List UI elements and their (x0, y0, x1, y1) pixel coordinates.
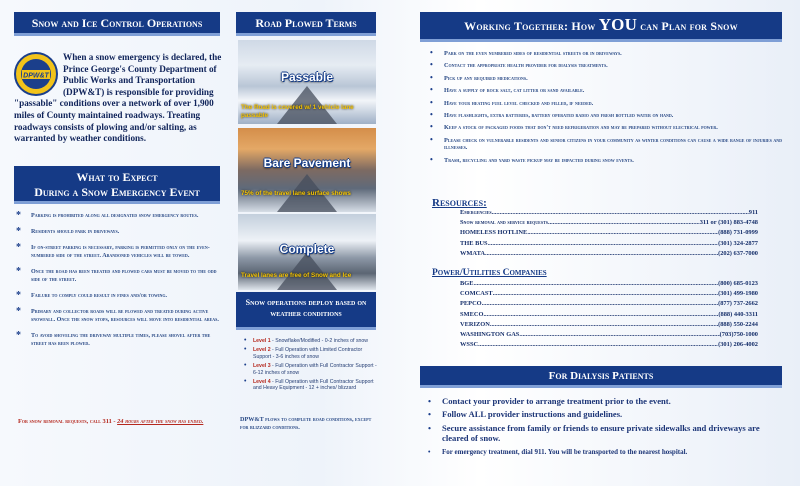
list-item: • Follow ALL provider instructions and guidelines. (428, 409, 788, 419)
list-item: WSSC ..... (301) 206-4002 (460, 340, 758, 350)
dialysis-patients-header: For Dialysis Patients (420, 366, 782, 388)
list-item: * If on-street parking is necessary, parking is permitted only on the even-numbered side of the street. Abandoned vehicles will be towed. (16, 244, 222, 260)
list-item: • Have a supply of rock salt, cat litter or sand available. (430, 87, 790, 95)
list-item: • Level 3 - Full Operation with Full Contractor Support - 6-12 inches of snow (244, 363, 378, 376)
list-item: * Failure to comply could result in fines and/or towing. (16, 292, 222, 300)
list-item: * Primary and collector roads will be plowed and treated during active snowfall. Once the snow stops, resources will move into residential areas. (16, 308, 222, 324)
snow-ice-operations-header: Snow and Ice Control Operations (14, 12, 220, 36)
list-item: VERIZON ..... (888) 550-2244 (460, 320, 758, 330)
road-plowed-terms-header: Road Plowed Terms (236, 12, 376, 36)
list-item: • Secure assistance from family or friends to ensure private sidewalks and driveways are cleared of snow. (428, 423, 788, 444)
svg-text:DPW&T: DPW&T (23, 72, 49, 80)
term-name: Bare Pavement (263, 156, 351, 170)
list-item: • Please check on vulnerable residents and senior citizens in your community as winter conditions can cause a wide range of injuries and illnesses. (430, 137, 790, 152)
list-item: • Park on the even numbered sides of residential streets or in driveways. (430, 50, 790, 58)
list-item: • Trash, recycling and yard waste pickup may be impacted during snow events. (430, 157, 790, 165)
term-complete-panel (238, 214, 376, 290)
list-item: WASHINGTON GAS ..... (703)750-1000 (460, 330, 758, 340)
list-item: * Parking is prohibited along all designated snow emergency routes. (16, 212, 222, 220)
term-description: Travel lanes are free of Snow and Ice (241, 272, 352, 279)
list-item: • Contact the appropriate health provider for dialysis treatments. (430, 62, 790, 70)
power-utilities-list (460, 279, 758, 350)
list-item: • Have your heating fuel level checked and filled, if needed. (430, 100, 790, 108)
plow-conditions-note: DPW&T plows to complete road conditions, except for blizzard conditions. (240, 416, 372, 431)
operation-levels-list (244, 338, 378, 395)
term-bare-pavement-panel (238, 128, 376, 212)
planning-tips-list (430, 50, 790, 169)
list-item: • Level 2 - Full Operation with Limited Contractor Support - 3-6 inches of snow (244, 347, 378, 360)
road-image-icon (277, 252, 337, 290)
list-item: WMATA ..... (202) 637-7000 (460, 249, 758, 259)
snow-operations-header: Snow operations deploy based on weather conditions (236, 292, 376, 330)
what-to-expect-header: What to Expect During a Snow Emergency Event (14, 166, 220, 204)
term-name: Complete (279, 242, 335, 256)
power-utilities-title: Power/Utilities Companies (432, 268, 547, 278)
snow-removal-call-note: For snow removal requests, call 311 - 24 hours after the snow has ended. (18, 418, 204, 425)
list-item: • Level 4 - Full Operation with Full Contractor Support and Heavy Equipment - 12 + inches/ blizzard (244, 379, 378, 392)
list-item: • Keep a stock of packaged foods that don't need refrigeration and may be prepared without electrical power. (430, 124, 790, 132)
list-item: * To avoid shoveling the driveway multiple times, please shovel after the street has been plowed. (16, 332, 222, 348)
expect-list (16, 212, 222, 356)
intro-paragraph (14, 52, 224, 145)
list-item: • Contact your provider to arrange treatment prior to the event. (428, 396, 788, 406)
term-passable-panel (238, 40, 376, 124)
list-item: THE BUS ..... (301) 324-2877 (460, 239, 758, 249)
list-item: SMECO ..... (888) 440-3311 (460, 310, 758, 320)
dialysis-list (428, 396, 788, 460)
list-item: COMCAST ..... (301) 499-1980 (460, 289, 758, 299)
list-item: • For emergency treatment, dial 911. You will be transported to the nearest hospital. (428, 447, 788, 457)
term-description: 75% of the travel lane surface shows (241, 190, 351, 197)
plan-for-snow-header: Working Together: How YOU can Plan for Snow (420, 12, 782, 42)
list-item: • Level 1 - Snowflake/Modified - 0-2 inches of snow (244, 338, 378, 344)
term-name: Passable (280, 70, 334, 84)
term-description: The Road is covered w/ 1 vehicle lane passable (241, 104, 354, 119)
list-item: BGE ..... (800) 685-0123 (460, 279, 758, 289)
list-item: PEPCO ..... (877) 737-2662 (460, 299, 758, 309)
list-item: * Residents should park in driveways. (16, 228, 222, 236)
list-item: HOMELESS HOTLINE ..... (888) 731-0999 (460, 228, 758, 238)
list-item: Emergencies ..... 911 (460, 208, 758, 218)
list-item: * Once the road has been treated and plowed cars must be moved to the odd side of the street. (16, 268, 222, 284)
list-item: • Have flashlights, extra batteries, battery operated radio and fresh bottled water on hand. (430, 112, 790, 120)
resources-list (460, 208, 758, 259)
list-item: Snow removal and service requests ..... 311 or (301) 883-4748 (460, 218, 758, 228)
dpwt-logo-icon (14, 52, 58, 96)
list-item: • Pick up any required medications. (430, 75, 790, 83)
intro-text: When a snow emergency is declared, the Prince George's County Department of Public Works and Transportation (DPW&T) is responsible for providing "passable" conditions over a network of over 1,900 miles of County maintained roadways. Treating roadways consists of plowing and/or salting, as warranted by weather conditions. (14, 52, 222, 144)
resources-title: Resources: (432, 197, 487, 209)
